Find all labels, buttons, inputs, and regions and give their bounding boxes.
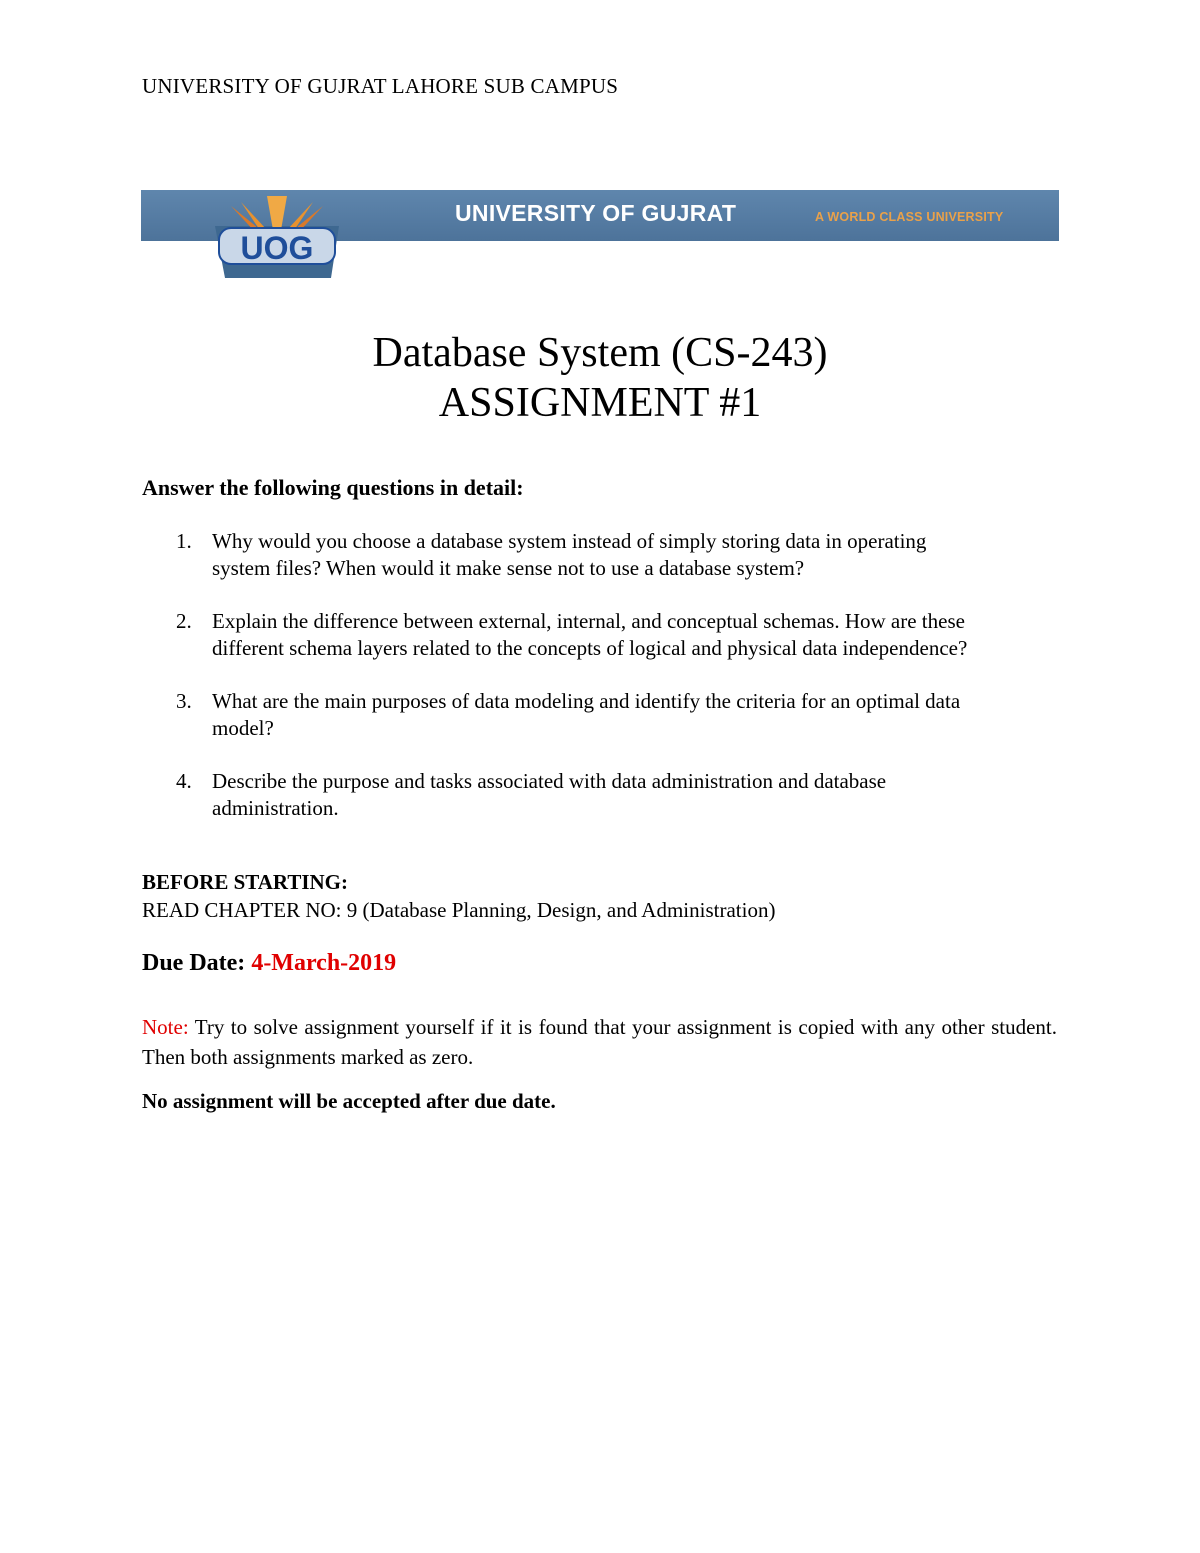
question-item <box>142 688 1072 742</box>
question-item <box>142 768 1072 822</box>
question-list <box>142 528 1072 848</box>
due-date-line <box>142 950 396 977</box>
question-number: 4. <box>176 769 192 793</box>
question-line: administration. <box>212 796 339 820</box>
question-line: What are the main purposes of data modeling and identify the criteria for an optimal data <box>212 689 961 713</box>
reading-instruction: READ CHAPTER NO: 9 (Database Planning, Design, and Administration) <box>142 898 776 922</box>
banner-university-name: UNIVERSITY OF GUJRAT <box>455 200 737 226</box>
question-line: model? <box>212 716 274 740</box>
page-header: UNIVERSITY OF GUJRAT LAHORE SUB CAMPUS <box>142 74 619 98</box>
before-starting-section <box>142 868 775 924</box>
question-line: Why would you choose a database system instead of simply storing data in operating <box>212 529 927 553</box>
question-line: system files? When would it make sense not to use a database system? <box>212 556 805 580</box>
note-text: Try to solve assignment yourself if it is found that your assignment is copied with any other student. Then both assignments marked as zero. <box>142 1015 1057 1069</box>
before-starting-label: BEFORE STARTING: <box>142 870 348 894</box>
document-title <box>0 328 1200 428</box>
instructions-heading: Answer the following questions in detail: <box>142 475 524 500</box>
due-date-label: Due Date: <box>142 950 246 976</box>
question-line: different schema layers related to the concepts of logical and physical data independence? <box>212 636 968 660</box>
question-line: Describe the purpose and tasks associated with data administration and database <box>212 769 887 793</box>
late-submission-notice: No assignment will be accepted after due date. <box>142 1089 556 1113</box>
assignment-title: ASSIGNMENT #1 <box>438 380 762 426</box>
question-item <box>142 528 1072 582</box>
logo-text: UOG <box>240 230 314 266</box>
question-item <box>142 608 1072 662</box>
question-number: 3. <box>176 689 192 713</box>
question-number: 2. <box>176 609 192 633</box>
due-date-value: 4-March-2019 <box>251 950 397 976</box>
banner-tagline: A WORLD CLASS UNIVERSITY <box>815 210 1004 224</box>
university-banner <box>141 190 1059 278</box>
course-title: Database System (CS-243) <box>372 330 828 376</box>
note-label: Note: <box>142 1015 189 1039</box>
uog-logo <box>211 196 343 278</box>
question-number: 1. <box>176 529 192 553</box>
question-line: Explain the difference between external, internal, and conceptual schemas. How are these <box>212 609 965 633</box>
note-paragraph <box>142 1012 1057 1072</box>
